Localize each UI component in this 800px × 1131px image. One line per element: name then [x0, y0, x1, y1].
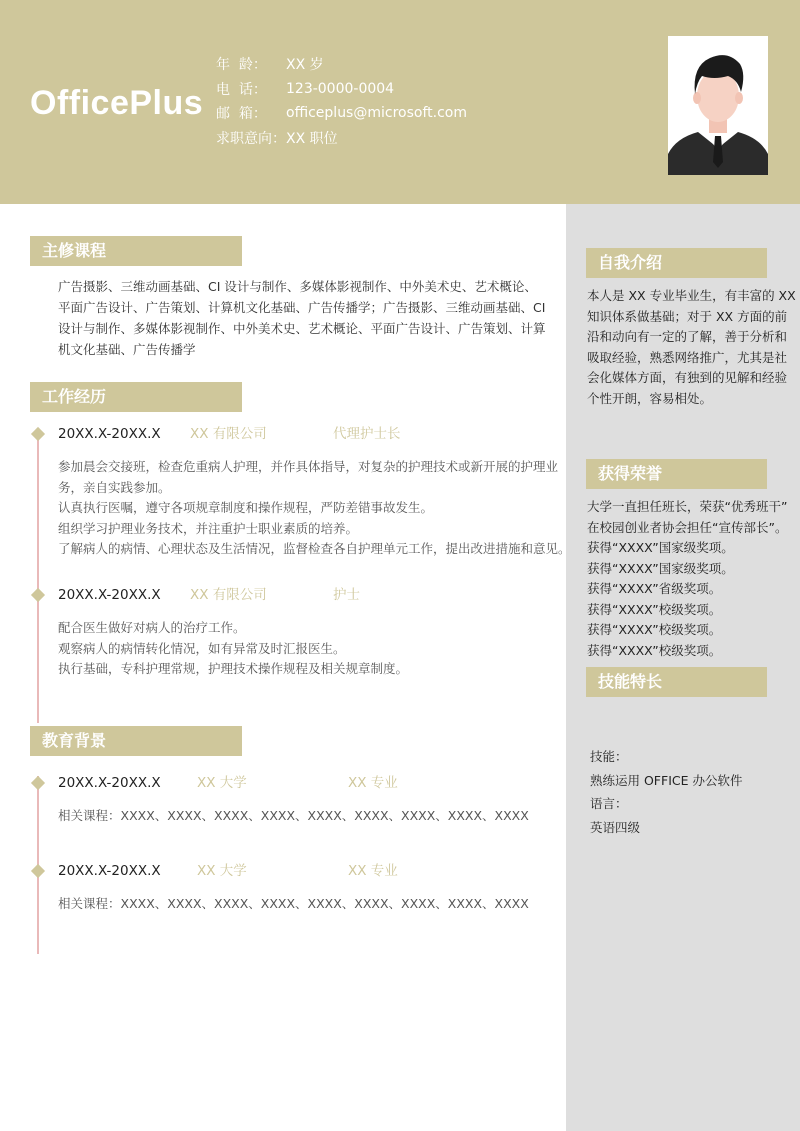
- brand-name: OfficePlus: [30, 84, 204, 122]
- section-title-about: 自我介绍: [586, 248, 767, 278]
- text-line: 沿和动向有一定的了解，善于分析和: [587, 329, 788, 344]
- entry-role: 代理护士长: [333, 426, 401, 442]
- entry-date: 20XX.X-20XX.X: [58, 775, 161, 791]
- text-line: 获得“XXXX”校级奖项。: [587, 642, 722, 658]
- entry-date: 20XX.X-20XX.X: [58, 426, 161, 442]
- text-line: 熟练运用 OFFICE 办公软件: [590, 772, 743, 788]
- edu-entry-2-head: [58, 861, 538, 881]
- avatar-icon: [668, 36, 768, 175]
- honors-text: [587, 497, 787, 661]
- text-line: 获得“XXXX”校级奖项。: [587, 601, 722, 617]
- text-line: 组织学习护理业务技术，并注重护士职业素质的培养。: [58, 520, 359, 536]
- timeline-marker: [31, 864, 45, 878]
- edu-entry-2-text: [58, 894, 529, 915]
- work-entry-2-text: [58, 618, 408, 680]
- work-entry-1-text: [58, 457, 571, 560]
- entry-date: 20XX.X-20XX.X: [58, 587, 161, 603]
- info-row-age: [216, 52, 467, 77]
- text-line: 技能：: [590, 749, 628, 764]
- work-entry-1-head: [58, 424, 538, 444]
- info-row-email: [216, 101, 467, 126]
- info-row-intent: [216, 126, 467, 151]
- text-line: 相关课程：XXXX、XXXX、XXXX、XXXX、XXXX、XXXX、XXXX、XXXX、XXXX: [58, 896, 529, 911]
- info-row-phone: [216, 77, 467, 102]
- timeline-marker: [31, 776, 45, 790]
- text-line: 吸取经验，熟悉网络推广，尤其是社: [587, 349, 788, 365]
- entry-org: XX 有限公司: [190, 587, 267, 603]
- entry-org: XX 有限公司: [190, 426, 267, 442]
- contact-info: [216, 52, 467, 150]
- section-title-skills: 技能特长: [586, 667, 767, 697]
- text-line: 获得“XXXX”校级奖项。: [587, 622, 722, 637]
- header-banner: [0, 0, 800, 204]
- text-line: 英语四级: [590, 819, 641, 835]
- section-title-education: 教育背景: [30, 726, 242, 756]
- section-title-courses: 主修课程: [30, 236, 242, 266]
- info-value: XX 岁: [286, 57, 324, 74]
- text-line: 务，亲自实践参加。: [58, 479, 171, 495]
- entry-date: 20XX.X-20XX.X: [58, 863, 161, 879]
- work-entry-2-head: [58, 585, 538, 605]
- timeline-marker: [31, 427, 45, 441]
- text-line: 认真执行医嘱，遵守各项规章制度和操作规程，严防差错事故发生。: [58, 500, 434, 515]
- info-label: 邮 箱：: [216, 106, 267, 123]
- timeline-line: [37, 433, 39, 723]
- text-line: 获得“XXXX”省级奖项。: [587, 581, 722, 596]
- skills-text: [590, 745, 790, 839]
- section-title-honors: 获得荣誉: [586, 459, 767, 489]
- info-label: 求职意向：: [216, 130, 286, 147]
- about-text: [587, 286, 796, 409]
- text-line: 了解病人的病情、心理状态及生活情况，监督检查各自护理单元工作，提出改进措施和意见。: [58, 541, 571, 556]
- text-line: 语言：: [590, 796, 628, 811]
- text-line: 知识体系做基础；对于 XX 方面的前: [587, 308, 788, 324]
- text-line: 相关课程：XXXX、XXXX、XXXX、XXXX、XXXX、XXXX、XXXX、XXXX、XXXX: [58, 808, 529, 823]
- info-value: 123-0000-0004: [286, 80, 395, 97]
- entry-org: XX 大学: [197, 775, 247, 791]
- text-line: 获得“XXXX”国家级奖项。: [587, 560, 734, 576]
- text-line: 参加晨会交接班，检查危重病人护理，并作具体指导，对复杂的护理技术或新开展的护理业: [58, 459, 559, 474]
- text-line: 会化媒体方面，有独到的见解和经验: [587, 370, 788, 385]
- info-label: 电 话：: [216, 81, 267, 98]
- profile-photo: [668, 36, 768, 175]
- edu-entry-1-text: [58, 806, 529, 827]
- info-label: 年 龄：: [216, 57, 267, 74]
- entry-role: XX 专业: [348, 775, 398, 791]
- text-line: 大学一直担任班长，荣获“优秀班干”: [587, 499, 788, 514]
- entry-role: XX 专业: [348, 863, 398, 879]
- text-line: 执行基础，专科护理常规，护理技术操作规程及相关规章制度。: [58, 661, 409, 676]
- section-title-work: 工作经历: [30, 382, 242, 412]
- entry-role: 护士: [333, 587, 360, 603]
- courses-text: 广告摄影、三维动画基础、CI 设计与制作、多媒体影视制作、中外美术史、艺术概论、平面广告设计、广告策划、计算机文化基础、广告传播学；广告摄影、三维动画基础、CI 设计与制作、多媒体影视制作、中外美术史、艺术概论、平面广告设计、广告策划、计算机文化基础、广告传播学: [58, 279, 546, 357]
- timeline-marker: [31, 588, 45, 602]
- text-line: 在校园创业者协会担任“宣传部长”。: [587, 519, 788, 535]
- text-line: 个性开朗，容易相处。: [587, 390, 713, 406]
- text-line: 本人是 XX 专业毕业生，有丰富的 XX: [587, 288, 796, 303]
- info-value: officeplus@microsoft.com: [286, 105, 467, 122]
- edu-entry-1-head: [58, 773, 538, 793]
- text-line: 观察病人的病情转化情况，如有异常及时汇报医生。: [58, 640, 346, 656]
- entry-org: XX 大学: [197, 863, 247, 879]
- info-value: XX 职位: [286, 130, 338, 147]
- text-line: 获得“XXXX”国家级奖项。: [587, 540, 734, 555]
- text-line: 配合医生做好对病人的治疗工作。: [58, 620, 246, 635]
